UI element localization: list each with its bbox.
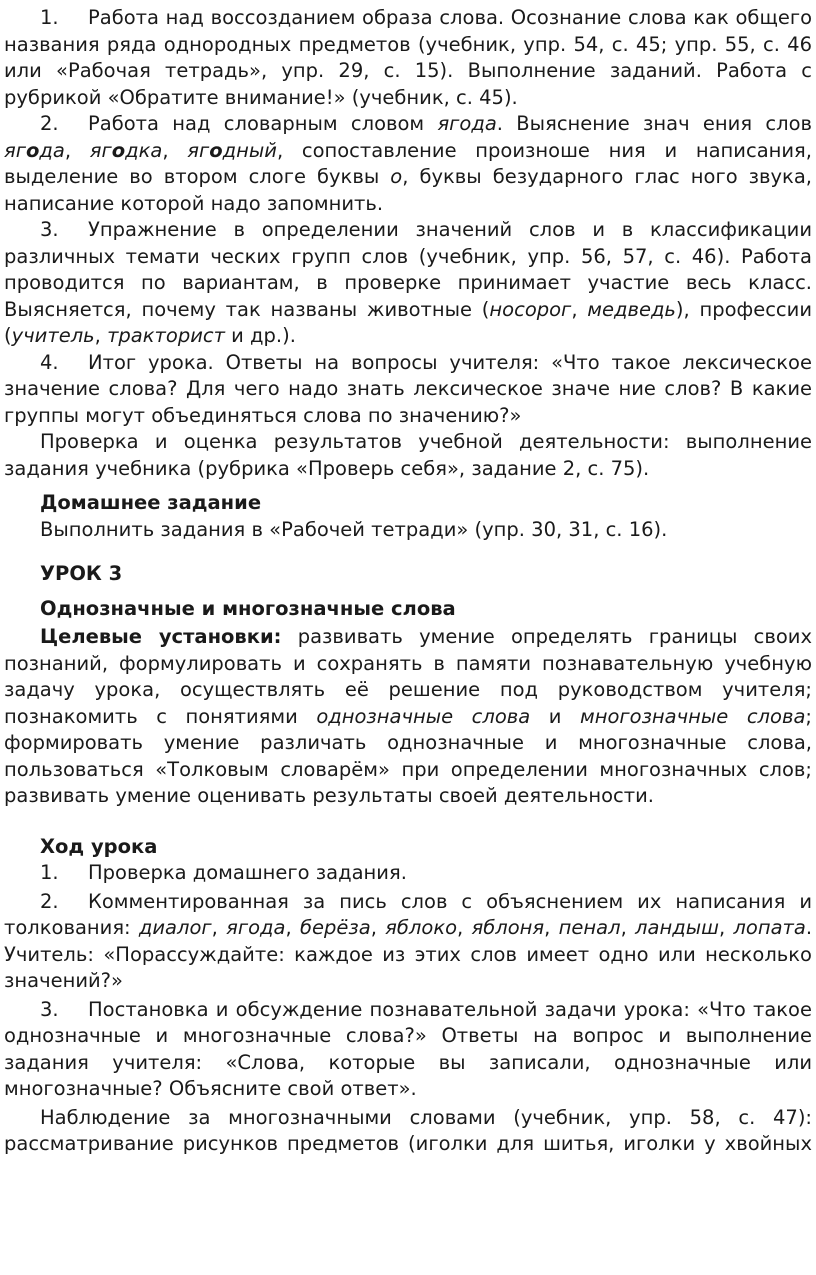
item-number: 1. <box>40 6 59 29</box>
example-word: яблоко <box>385 916 458 939</box>
item-number: 2. <box>40 889 59 913</box>
term: многозначные слова <box>580 704 806 728</box>
lesson-subtitle: Однозначные и многозначные слова <box>40 596 456 620</box>
paragraph-item-1 <box>4 5 812 111</box>
term: однозначные слова <box>316 704 531 728</box>
item-number: 2. <box>40 112 59 135</box>
homework-heading: Домашнее задание <box>40 491 262 514</box>
item-number: 3. <box>40 997 59 1021</box>
goals-label: Целевые установки: <box>40 625 282 648</box>
example-word: учитель <box>11 324 95 347</box>
lesson-title: УРОК 3 <box>40 562 123 585</box>
example-word: ландыш <box>635 916 719 939</box>
item-number: 1. <box>40 861 59 884</box>
example-word: тракторист <box>107 324 225 347</box>
vocab-word: ягода <box>437 112 497 135</box>
item-text: Работа над воссозданием образа слова. Осознание слова как общего названия ряда однородных предметов (учебник, упр. 54, с. 45; упр. 55, с. 46 или «Рабочая тетрадь», упр. 29, с. 15). Выполнение заданий. Работа с рубрикой «Обратите внимание!» (учебник, с. 45). <box>4 6 812 109</box>
vocab-word: ягода <box>4 138 65 162</box>
example-word: лопата <box>733 916 806 939</box>
example-word: пенал <box>558 916 621 939</box>
item-number: 3. <box>40 218 59 241</box>
course-step-3: 3. Постановка и обсуждение познавательной задачи урока: «Что такое однозначные и многозначные слова?» Ответы на вопрос и выполнение задания учителя: «Слова, которые вы записали, однозначные или многозначные? Объясните свой ответ». <box>4 997 812 1100</box>
course-heading: Ход урока <box>40 834 158 858</box>
vocab-word: ягодка <box>89 138 163 162</box>
example-word: берёза <box>299 916 371 939</box>
course-step-2: 2. Комментированная за пись слов с объяснением их написания и толкования: диалог, ягода, берёза, яблоко, яблоня, пенал, ландыш, лопата. Учитель: «Порассуждайте: каждое из этих слов имеет одно или несколько значений?» <box>4 889 813 992</box>
paragraph-item-3: 3. Упражнение в определении значений слов и в классификации различных темати ческих групп слов (учебник, упр. 56, 57, с. 46). Работа проводится по вариантам, в проверке принимает участие весь класс. Выясняется, почему так названы животные (носорог, медведь), профессии (учитель, тракторист и др.). <box>4 218 812 347</box>
example-word: яблоня <box>471 916 545 939</box>
example-word: диалог <box>138 916 212 939</box>
item-number: 4. <box>40 350 59 374</box>
homework-text: Выполнить задания в «Рабочей тетради» (упр. 30, 31, с. 16). <box>40 517 668 541</box>
lesson-goals: Целевые установки: развивать умение определять границы своих познаний, формулировать и сохранять в памяти познавательную учебную задачу урока, осуществлять её решение под руководством учителя; познакомить с понятиями однозначные слова и многозначные слова; формировать умение различать однозначные и многозначные слова, пользоваться «Толковым словарём» при определении многозначных слов; развивать умение оценивать результаты своей деятельности. <box>4 625 813 807</box>
example-word: носорог <box>489 297 572 321</box>
vocab-word: ягодный <box>187 138 277 162</box>
observation-paragraph: Наблюдение за многозначными словами (учебник, упр. 58, с. 47): рассматривание рисунков предметов (иголки для шитья, иголки у хвойных <box>4 1105 812 1155</box>
vocab-letter: о <box>390 165 403 188</box>
paragraph-item-2: 2. Работа над словарным словом ягода. Выяснение знач ения слов ягода, ягодка, ягодный, сопоставление произноше ния и написания, выделение во втором слоге буквы о, буквы безударного глас ного звука, написание которой надо запомнить. <box>4 112 812 215</box>
example-word: медведь <box>587 297 676 321</box>
course-step-1: 1. Проверка домашнего задания. <box>4 860 812 887</box>
example-word: ягода <box>226 916 286 939</box>
paragraph-check: Проверка и оценка результатов учебной деятельности: выполнение задания учебника (рубрика «Проверь себя», задание 2, с. 75). <box>4 430 812 480</box>
paragraph-item-4: 4. Итог урока. Ответы на вопросы учителя: «Что такое лексическое значение слова? Для чего надо знать лексическое значе ние слов? В какие группы могут объединяться слова по значению?» <box>4 350 812 427</box>
